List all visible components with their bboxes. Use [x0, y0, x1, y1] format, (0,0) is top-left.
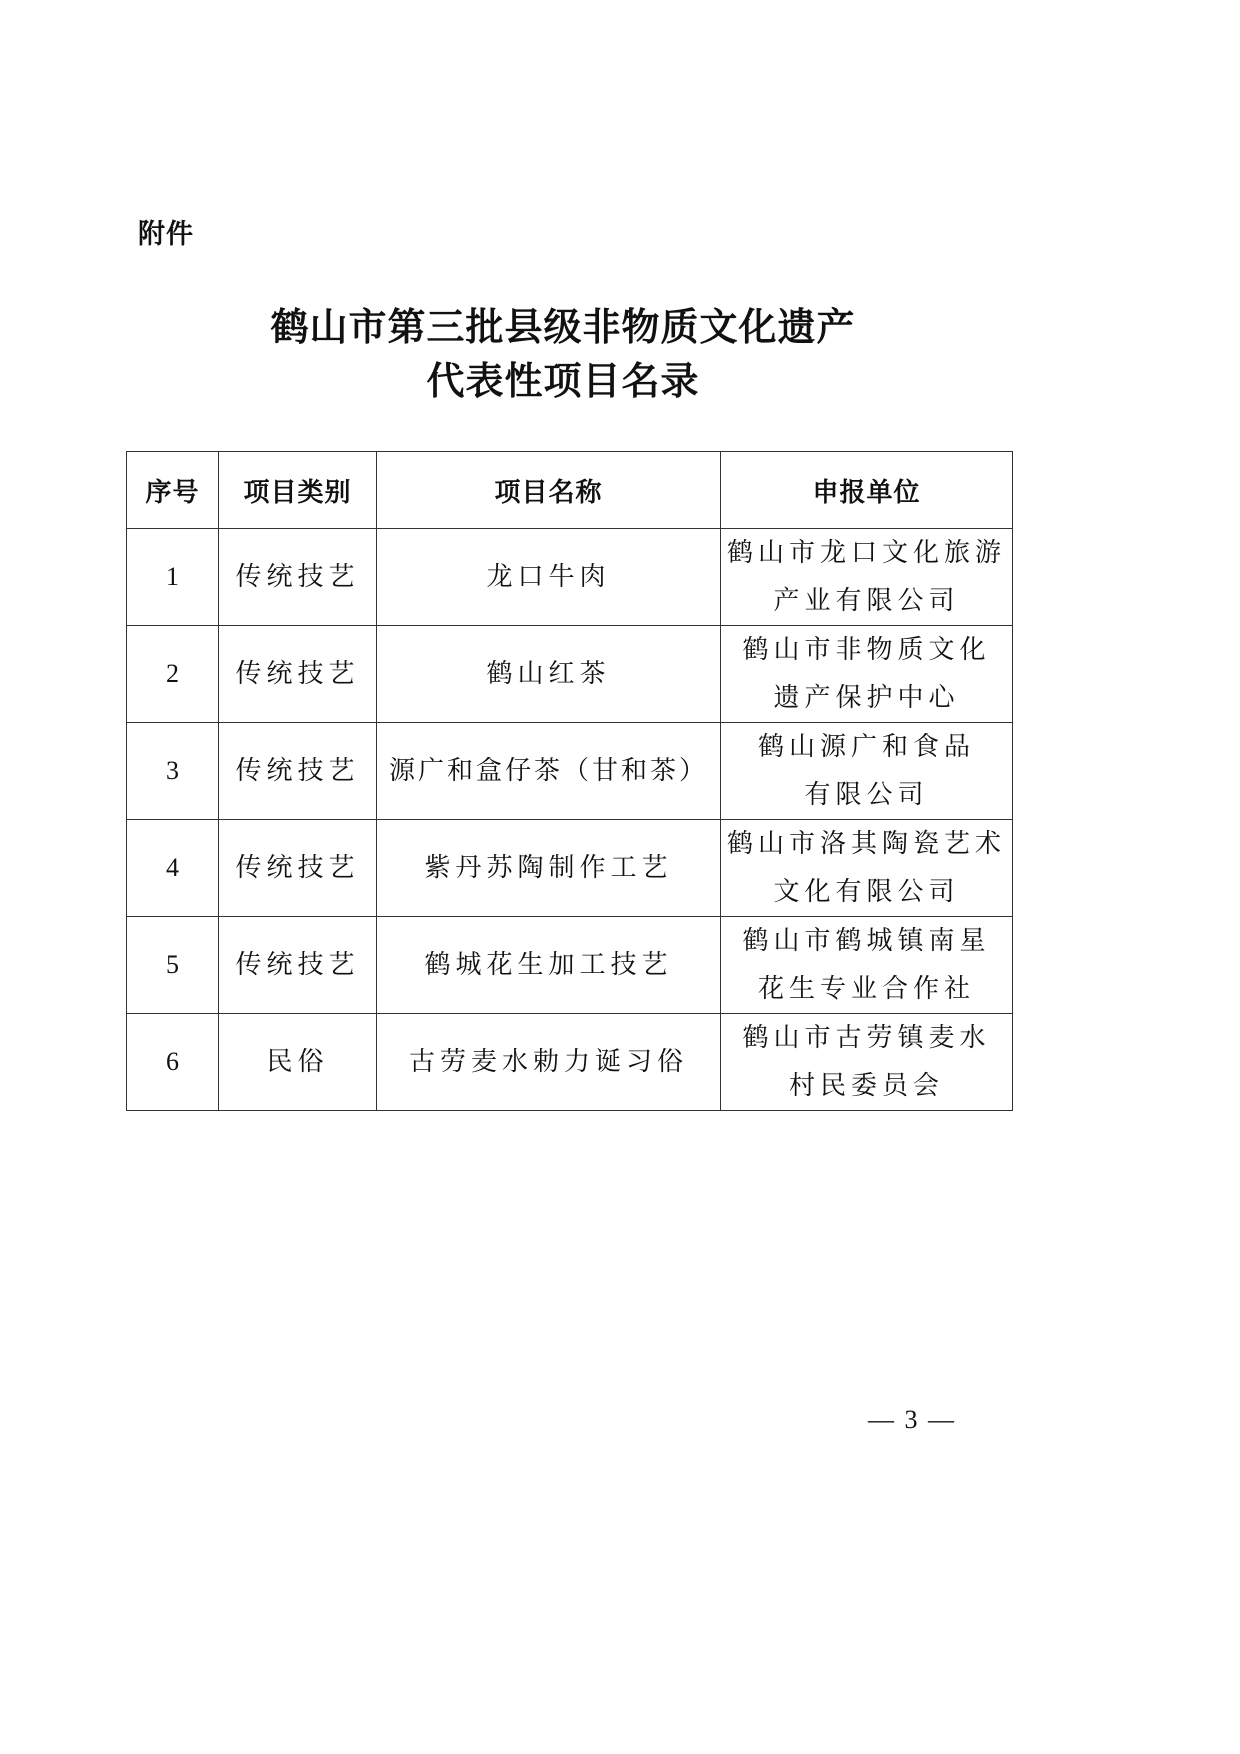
header-serial-number: 序号: [127, 452, 219, 529]
applicant-unit-cell: [721, 820, 1013, 917]
serial-number-cell: 1: [127, 529, 219, 626]
serial-number-cell: 3: [127, 723, 219, 820]
applicant-unit-line-2: 产业有限公司: [773, 586, 960, 616]
applicant-unit-line-1: 鹤山市古劳镇麦水: [742, 1023, 991, 1053]
table-row: [127, 626, 1013, 723]
document-title-line-2: 代表性项目名录: [426, 359, 700, 403]
applicant-unit-line-2: 村民委员会: [788, 1071, 944, 1101]
category-cell: 传统技艺: [219, 529, 377, 626]
applicant-unit-line-1: 鹤山市鹤城镇南星: [742, 926, 991, 956]
project-name-cell: 紫丹苏陶制作工艺: [377, 820, 721, 917]
applicant-unit-line-2: 文化有限公司: [773, 877, 960, 907]
applicant-unit-line-1: 鹤山源广和食品: [757, 732, 975, 762]
table-header-row: [127, 452, 1013, 529]
heritage-project-table: [126, 451, 1013, 1111]
applicant-unit-line-1: 鹤山市龙口文化旅游: [727, 538, 1007, 568]
applicant-unit-line-2: 花生专业合作社: [757, 974, 975, 1004]
project-name-cell: 鹤城花生加工技艺: [377, 917, 721, 1014]
project-name-cell: 鹤山红茶: [377, 626, 721, 723]
serial-number-cell: 6: [127, 1014, 219, 1111]
document-title-line-1: 鹤山市第三批县级非物质文化遗产: [270, 305, 856, 349]
serial-number-cell: 2: [127, 626, 219, 723]
applicant-unit-line-2: 有限公司: [804, 780, 929, 810]
table-row: [127, 723, 1013, 820]
serial-number-cell: 4: [127, 820, 219, 917]
category-cell: 传统技艺: [219, 820, 377, 917]
applicant-unit-cell: [721, 626, 1013, 723]
applicant-unit-cell: [721, 723, 1013, 820]
applicant-unit-line-1: 鹤山市非物质文化: [742, 635, 991, 665]
category-cell: 传统技艺: [219, 626, 377, 723]
attachment-label: 附件: [138, 219, 194, 250]
table-row: [127, 820, 1013, 917]
header-project-name: 项目名称: [377, 452, 721, 529]
page-number: — 3 —: [868, 1405, 956, 1434]
project-name-cell: 龙口牛肉: [377, 529, 721, 626]
applicant-unit-cell: [721, 917, 1013, 1014]
table-row: [127, 529, 1013, 626]
serial-number-cell: 5: [127, 917, 219, 1014]
category-cell: 传统技艺: [219, 917, 377, 1014]
header-project-category: 项目类别: [219, 452, 377, 529]
project-name-cell: 古劳麦水勅力诞习俗: [377, 1014, 721, 1111]
applicant-unit-line-1: 鹤山市洛其陶瓷艺术: [727, 829, 1007, 859]
applicant-unit-cell: [721, 529, 1013, 626]
category-cell: 民俗: [219, 1014, 377, 1111]
category-cell: 传统技艺: [219, 723, 377, 820]
table-row: [127, 917, 1013, 1014]
applicant-unit-line-2: 遗产保护中心: [773, 683, 960, 713]
table-row: [127, 1014, 1013, 1111]
applicant-unit-cell: [721, 1014, 1013, 1111]
header-applicant-unit: 申报单位: [721, 452, 1013, 529]
project-name-cell: 源广和盒仔茶（甘和茶）: [377, 723, 721, 820]
